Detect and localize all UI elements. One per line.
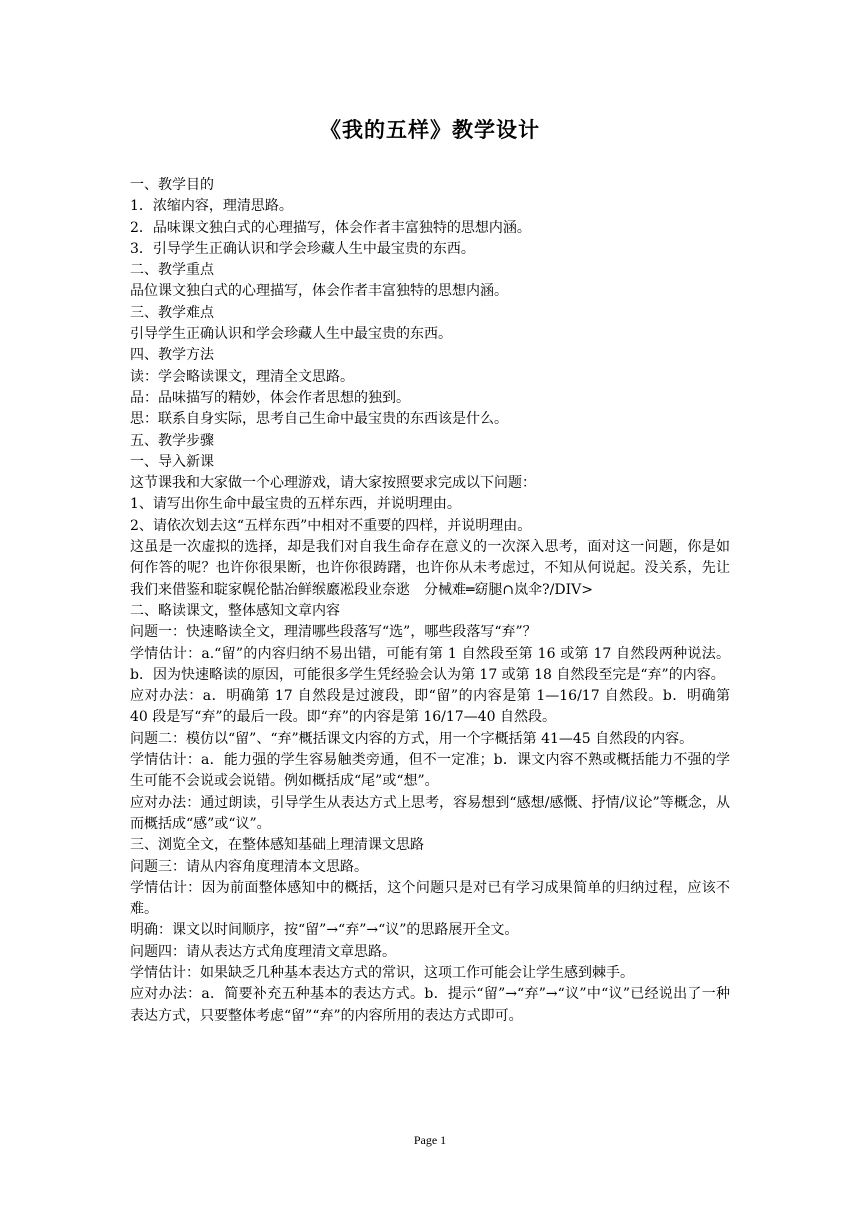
paragraph: 二、教学重点 [130,262,214,279]
paragraph: 三、浏览全文，在整体感知基础上理清课文思路 [130,837,424,854]
page-number-footer: Page 1 [413,1133,447,1147]
paragraph: 二、略读课文，整体感知文章内容 [130,602,340,619]
paragraph: 四、教学方法 [130,347,214,364]
document-title: 《我的五样》教学设计 [320,117,540,142]
paragraph: 3．引导学生正确认识和学会珍藏人生中最宝贵的东西。 [130,240,475,257]
paragraph: 问题四：请从表达方式角度理清文章思路。 [130,943,396,960]
paragraph: 一、教学目的 [130,177,214,193]
paragraph: 问题一：快速略读全文，理清哪些段落写“选”，哪些段落写“弃”？ [130,624,537,641]
paragraph: 一、导入新课 [130,453,214,470]
paragraph: 学情估计：如果缺乏几种基本表达方式的常识，这项工作可能会让学生感到棘手。 [130,964,634,981]
paragraph: 引导学生正确认识和学会珍藏人生中最宝贵的东西。 [130,326,452,343]
paragraph: 学情估计：因为前面整体感知中的概括，这个问题只是对已有学习成果简单的归纳过程，应该不难。 [130,879,730,918]
paragraph: 五、教学步骤 [130,432,214,449]
paragraph: 学情估计：a.“留”的内容归纳不易出错，可能有第 1 自然段至第 16 或第 17 自然段两种说法。b．因为快速略读的原因，可能很多学生凭经验会认为第 17 或第 18 自然段至完是“弃”的内容。 [130,645,730,683]
paragraph: 学情估计：a．能力强的学生容易触类旁通，但不一定准；b．课文内容不熟或概括能力不强的学生可能不会说或会说错。例如概括成“尾”或“想”。 [130,752,730,790]
paragraph: 应对办法：a．简要补充五种基本的表达方式。b．提示“留”→“弃”→“议”中“议”已经说出了一种表达方式，只要整体考虑“留”“弃”的内容所用的表达方式即可。 [130,986,730,1024]
paragraph: 问题二：模仿以“留”、“弃”概括课文内容的方式，用一个字概括第 41—45 自然段的内容。 [130,730,694,747]
paragraph: 读：学会略读课文，理清全文思路。 [130,368,354,385]
paragraph: 应对办法：通过朗读，引导学生从表达方式上思考，容易想到“感想/感慨、抒情/议论”等概念，从而概括成“感”或“议”。 [130,794,730,832]
paragraph: 问题三：请从内容角度理清本文思路。 [130,858,368,875]
paragraph: 2．品味课文独白式的心理描写，体会作者丰富独特的思想内涵。 [130,219,531,236]
paragraph: 1、请写出你生命中最宝贵的五样东西，并说明理由。 [130,496,461,513]
document-body [130,175,730,1027]
paragraph: 明确：课文以时间顺序，按“留”→“弃”→“议”的思路展开全文。 [130,922,519,939]
paragraph: 2、请依次划去这“五样东西”中相对不重要的四样，并说明理由。 [130,517,532,534]
paragraph: 这虽是一次虚拟的选择，却是我们对自我生命存在意义的一次深入思考，面对这一问题，你是如何作答的呢？也许你很果断，也许你很踌躇，也许你从未考虑过，不知从何说起。没关系，先让我们来借鉴和聢家幌伦骷冶鲜缑黀凇段业奈逖 分械难═窈腿∩岚伞?/DIV> [130,539,730,598]
paragraph: 三、教学难点 [130,304,214,321]
paragraph: 这节课我和大家做一个心理游戏，请大家按照要求完成以下问题： [130,475,536,492]
paragraph: 应对办法：a．明确第 17 自然段是过渡段，即“留”的内容是第 1—16/17 自然段。b．明确第 40 段是写“弃”的最后一段。即“弃”的内容是第 16/17—40 自然段。 [130,688,730,726]
paragraph: 1．浓缩内容，理清思路。 [130,198,293,215]
paragraph: 思：联系自身实际，思考自己生命中最宝贵的东西该是什么。 [130,411,508,428]
paragraph: 品：品味描写的精妙，体会作者思想的独到。 [130,389,410,406]
paragraph: 品位课文独白式的心理描写，体会作者丰富独特的思想内涵。 [130,283,508,300]
